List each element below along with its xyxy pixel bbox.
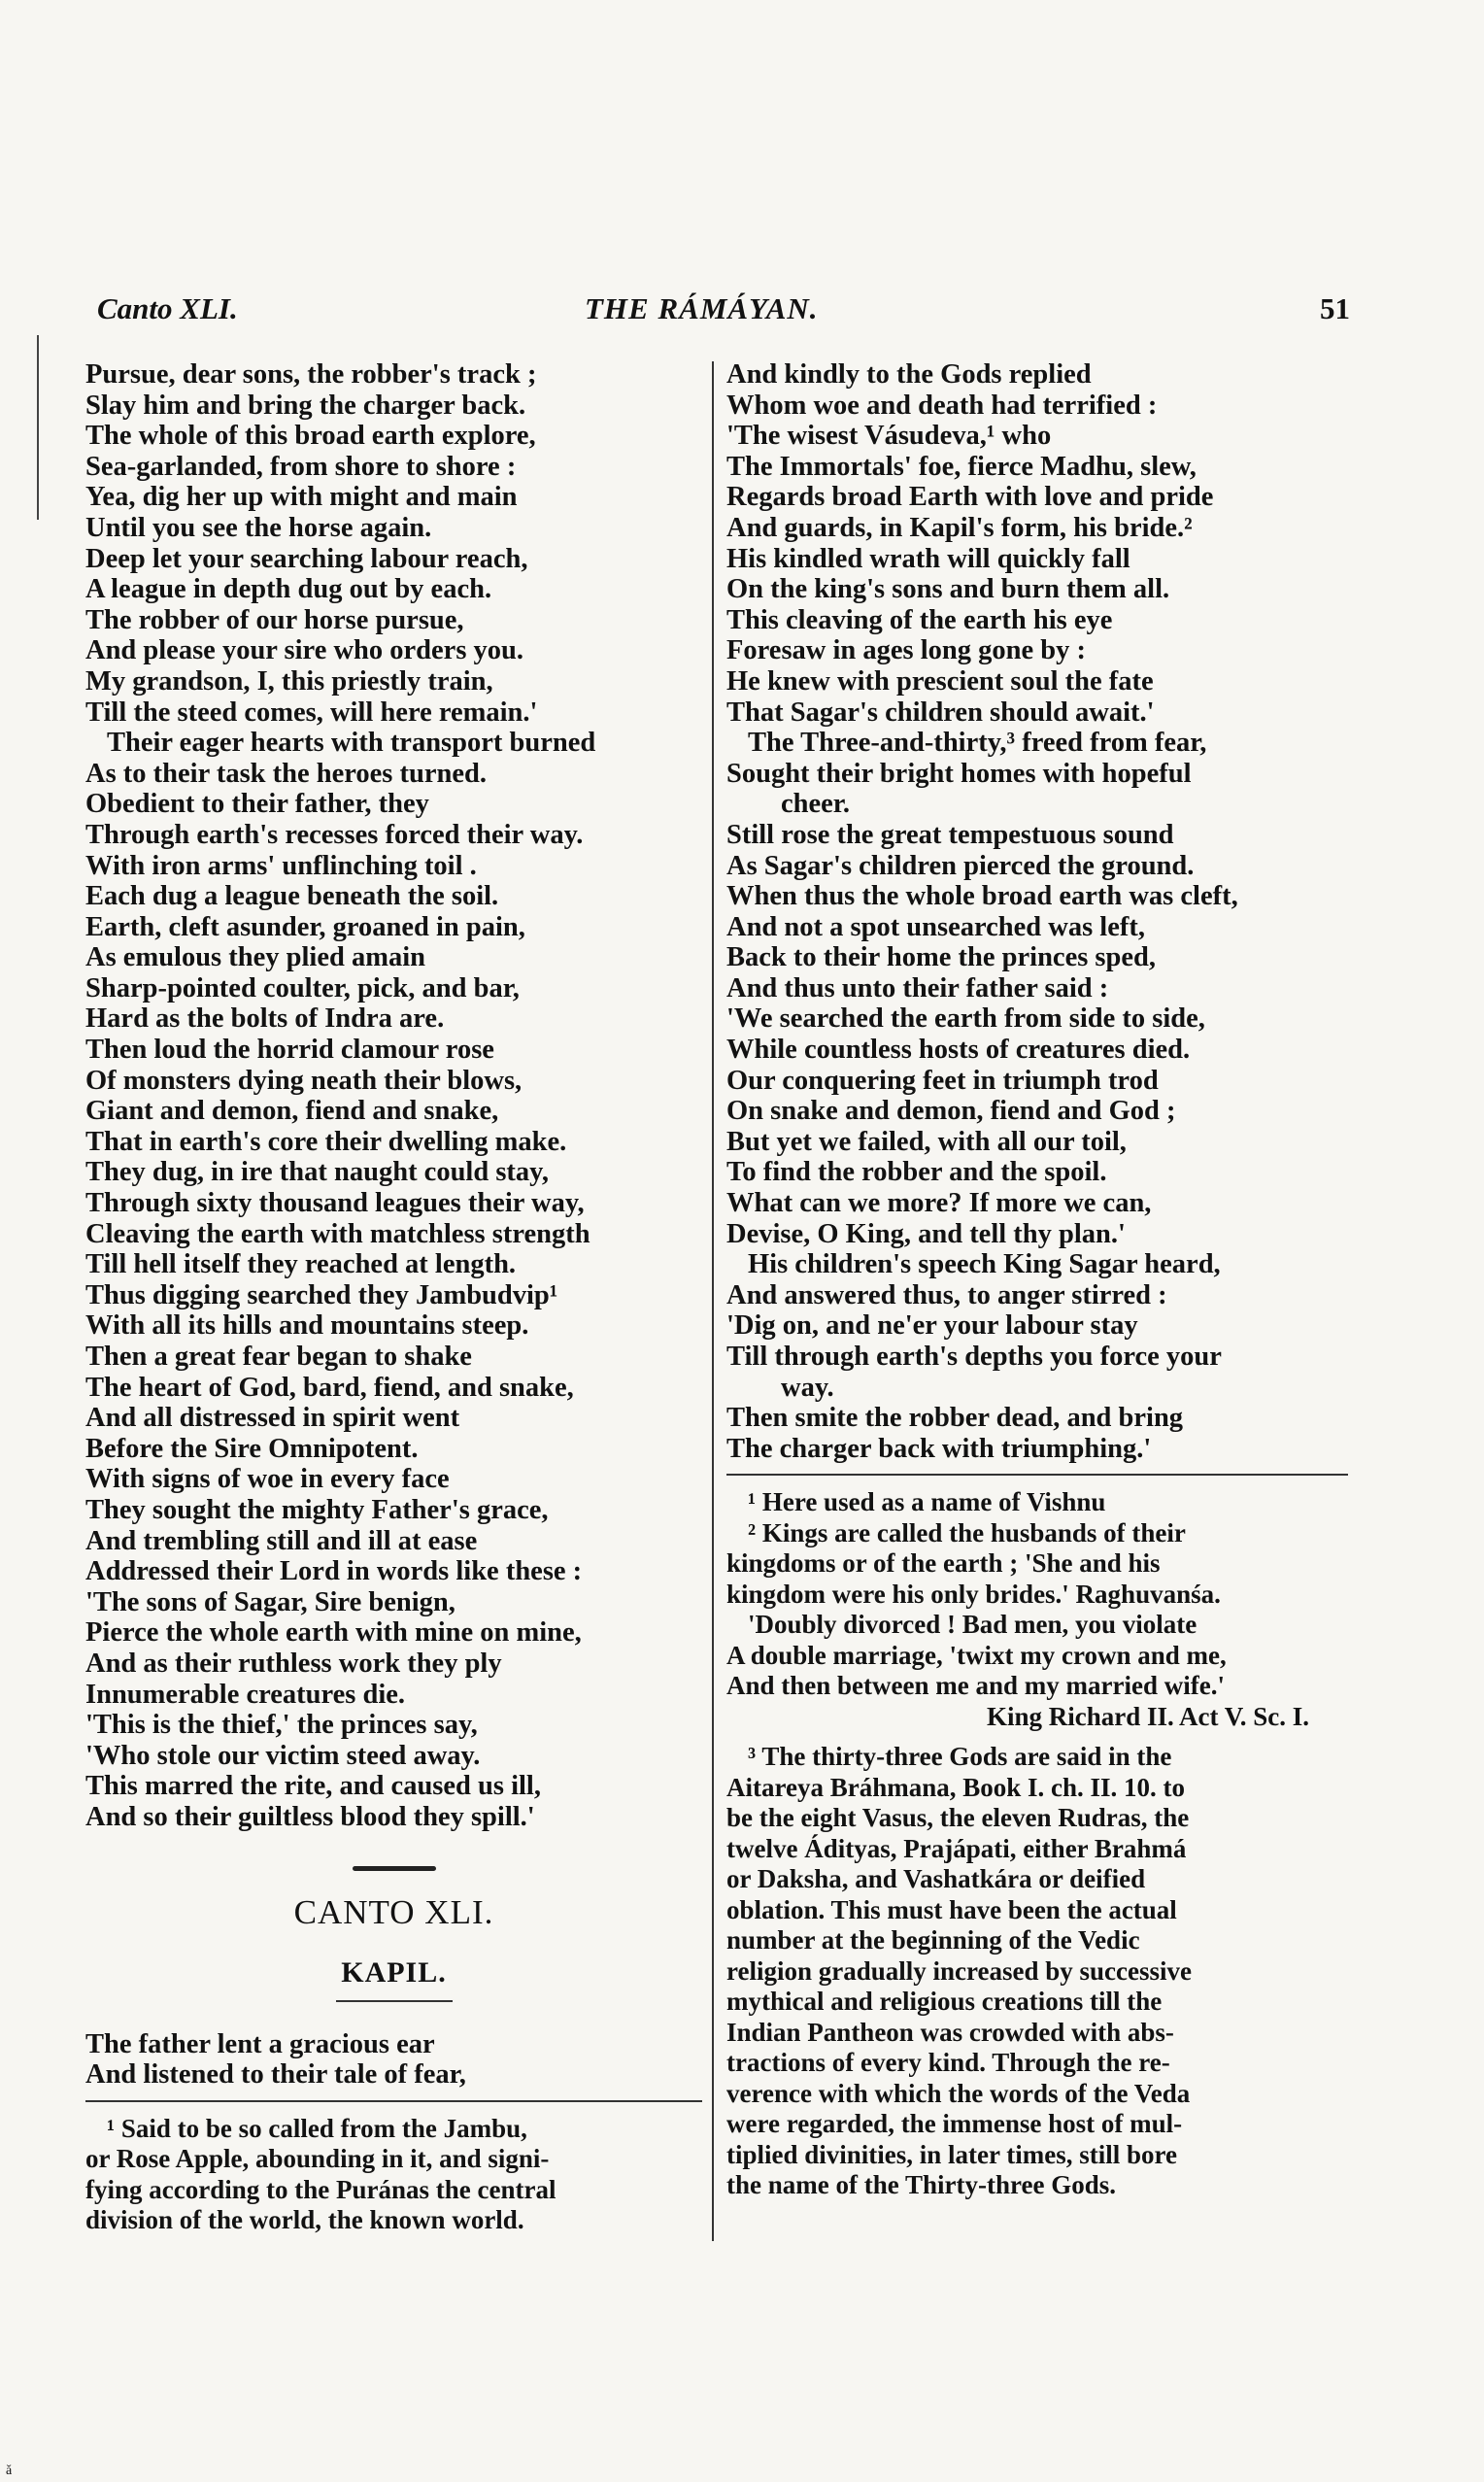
verse-line: Still rose the great tempestuous sound <box>726 819 1174 850</box>
verse-line: Pierce the whole earth with mine on mine, <box>85 1617 582 1649</box>
verse-line: The heart of God, bard, fiend, and snake, <box>85 1372 574 1403</box>
verse-line: 'This is the thief,' the princes say, <box>85 1710 478 1741</box>
verse-line: And as their ruthless work they ply <box>85 1648 502 1679</box>
verse-line: Till the steed comes, will here remain.' <box>85 697 538 728</box>
verse-line: With all its hills and mountains steep. <box>85 1310 529 1342</box>
verse-line: Cleaving the earth with matchless strength <box>85 1218 590 1249</box>
verse-line: Then smite the robber dead, and bring <box>726 1403 1184 1434</box>
verse-line: And all distressed in spirit went <box>85 1403 460 1434</box>
footnote-line: or Rose Apple, abounding in it, and signi- <box>85 2144 550 2174</box>
verse-line: The father lent a gracious ear <box>85 2028 435 2059</box>
verse-line: The whole of this broad earth explore, <box>85 421 536 452</box>
running-head-canto: Canto XLI. <box>97 291 238 325</box>
verse-stanza <box>726 1249 1348 1464</box>
verse-line: This cleaving of the earth his eye <box>726 604 1113 635</box>
verse-line: Addressed their Lord in words like these : <box>85 1556 583 1587</box>
verse-line: Each dug a league beneath the soil. <box>85 881 499 912</box>
column-divider <box>712 361 714 2241</box>
stray-print-mark: ǎ <box>6 2464 13 2478</box>
verse-line: To find the robber and the spoil. <box>726 1157 1107 1188</box>
verse-stanza <box>85 359 702 728</box>
verse-line: Their eager hearts with transport burned <box>107 728 596 759</box>
verse-line: 'We searched the earth from side to side, <box>726 1003 1205 1035</box>
footnote-line: were regarded, the immense host of mul- <box>726 2109 1183 2139</box>
footnote-line: ² Kings are called the husbands of their <box>748 1517 1186 1547</box>
footnote-line: Indian Pantheon was crowded with abs- <box>726 2017 1174 2047</box>
verse-line: Foresaw in ages long gone by : <box>726 635 1086 666</box>
verse-line: While countless hosts of creatures died. <box>726 1035 1191 1066</box>
verse-line: His kindled wrath will quickly fall <box>726 543 1130 574</box>
page-number: 51 <box>1320 291 1350 325</box>
verse-line: Obedient to their father, they <box>85 789 429 820</box>
verse-line: Yea, dig her up with might and main <box>85 482 518 513</box>
running-head-title: THE RÁMÁYAN. <box>585 291 819 325</box>
verse-stanza <box>726 359 1348 728</box>
footnote-line: mythical and religious creations till the <box>726 1987 1163 2017</box>
verse-line: With iron arms' unflinching toil . <box>85 850 477 881</box>
verse-line: And please your sire who orders you. <box>85 635 524 666</box>
section-ornament <box>85 1858 702 1876</box>
footnote-line: the name of the Thirty-three Gods. <box>726 2170 1116 2200</box>
verse-line: Whom woe and death had terrified : <box>726 390 1158 421</box>
verse-line: Before the Sire Omnipotent. <box>85 1433 419 1464</box>
verse-line: Till hell itself they reached at length. <box>85 1249 517 1280</box>
verse-line: Sought their bright homes with hopeful <box>726 758 1192 789</box>
verse-line: Thus digging searched they Jambudvip¹ <box>85 1279 558 1310</box>
verse-line: Hard as the bolts of Indra are. <box>85 1003 445 1035</box>
footnote-line: number at the beginning of the Vedic <box>726 1925 1140 1955</box>
left-column <box>85 359 702 2236</box>
verse-line: 'Who stole our victim steed away. <box>85 1740 481 1771</box>
footnote-line: religion gradually increased by successive <box>726 1955 1192 1986</box>
verse-line: On the king's sons and burn them all. <box>726 574 1170 605</box>
verse-line: cheer. <box>781 789 850 820</box>
verse-line: Through sixty thousand leagues their way, <box>85 1188 585 1219</box>
verse-line: Deep let your searching labour reach, <box>85 543 528 574</box>
footnote-line: verence with which the words of the Veda <box>726 2078 1191 2108</box>
footnote <box>726 1487 1348 1518</box>
verse-line: Then a great fear began to shake <box>85 1342 472 1372</box>
verse-line: Back to their home the princes sped, <box>726 942 1157 973</box>
verse-line: way. <box>781 1372 834 1403</box>
verse-line: They dug, in ire that naught could stay, <box>85 1157 549 1188</box>
footnote <box>726 1518 1348 1733</box>
verse-line: Giant and demon, fiend and snake, <box>85 1096 499 1127</box>
footnote-rule <box>85 2100 702 2102</box>
verse-line: He knew with prescient soul the fate <box>726 665 1154 697</box>
footnote-line: twelve Ádityas, Prajápati, either Brahmá <box>726 1833 1187 1863</box>
verse-line: Then loud the horrid clamour rose <box>85 1035 494 1066</box>
verse-line: Till through earth's depths you force your <box>726 1342 1222 1372</box>
verse-line: Slay him and bring the charger back. <box>85 390 526 421</box>
verse-line: That in earth's core their dwelling make. <box>85 1126 567 1157</box>
canto-subheading: KAPIL. <box>341 1955 447 1989</box>
footnote-line: kingdoms or of the earth ; 'She and his <box>726 1548 1161 1579</box>
footnote-line: tiplied divinities, in later times, still bore <box>726 2139 1177 2169</box>
footnote <box>85 2114 702 2236</box>
verse-line: Innumerable creatures die. <box>85 1679 406 1710</box>
verse-stanza <box>85 2029 702 2091</box>
verse-line: As Sagar's children pierced the ground. <box>726 850 1195 881</box>
verse-line: The Immortals' foe, fierce Madhu, slew, <box>726 451 1197 482</box>
footnote-line: 'Doubly divorced ! Bad men, you violate <box>748 1610 1197 1640</box>
verse-line: Until you see the horse again. <box>85 512 432 543</box>
footnote-line: A double marriage, 'twixt my crown and me, <box>726 1640 1227 1670</box>
verse-stanza <box>85 728 702 1832</box>
footnote-line: kingdom were his only brides.' Raghuvanśa. <box>726 1579 1221 1609</box>
verse-line: Earth, cleft asunder, groaned in pain, <box>85 911 525 942</box>
verse-line: What can we more? If more we can, <box>726 1188 1152 1219</box>
footnote-rule <box>726 1474 1348 1476</box>
page-header <box>97 291 1350 340</box>
verse-line: A league in depth dug out by each. <box>85 574 492 605</box>
verse-line: Our conquering feet in triumph trod <box>726 1065 1159 1096</box>
verse-line: Through earth's recesses forced their way. <box>85 819 584 850</box>
verse-line: Pursue, dear sons, the robber's track ; <box>85 359 537 390</box>
verse-line: And thus unto their father said : <box>726 972 1109 1003</box>
footnote-line: fying according to the Puránas the central <box>85 2174 556 2204</box>
verse-line: And guards, in Kapil's form, his bride.² <box>726 512 1193 543</box>
verse-line: This marred the rite, and caused us ill, <box>85 1771 541 1802</box>
verse-line: 'The wisest Vásudeva,¹ who <box>726 421 1052 452</box>
footnote-line: ¹ Here used as a name of Vishnu <box>748 1487 1106 1517</box>
verse-line: Sea-garlanded, from shore to shore : <box>85 451 517 482</box>
footnote <box>726 1742 1348 2201</box>
verse-line: His children's speech King Sagar heard, <box>748 1249 1221 1280</box>
verse-stanza <box>726 728 1348 1249</box>
heading-rule <box>336 2000 453 2002</box>
footnote-line: oblation. This must have been the actual <box>726 1894 1177 1924</box>
verse-line: As to their task the heroes turned. <box>85 758 487 789</box>
footnote-line: or Daksha, and Vashatkára or deified <box>726 1864 1146 1894</box>
verse-line: And answered thus, to anger stirred : <box>726 1279 1167 1310</box>
verse-line: And listened to their tale of fear, <box>85 2059 466 2091</box>
verse-line: On snake and demon, fiend and God ; <box>726 1096 1176 1127</box>
verse-line: That Sagar's children should await.' <box>726 697 1155 728</box>
verse-line: Sharp-pointed coulter, pick, and bar, <box>85 972 520 1003</box>
canto-heading: CANTO XLI. <box>293 1892 494 1931</box>
verse-line: My grandson, I, this priestly train, <box>85 665 493 697</box>
verse-line: When thus the whole broad earth was cleft, <box>726 881 1238 912</box>
verse-line: 'Dig on, and ne'er your labour stay <box>726 1310 1138 1342</box>
verse-line: The charger back with triumphing.' <box>726 1433 1152 1464</box>
verse-line: And trembling still and ill at ease <box>85 1525 478 1556</box>
margin-rule <box>37 335 39 520</box>
footnote-line: ³ The thirty-three Gods are said in the <box>748 1742 1172 1772</box>
verse-line: Devise, O King, and tell thy plan.' <box>726 1218 1126 1249</box>
verse-line: The Three-and-thirty,³ freed from fear, <box>748 728 1207 759</box>
footnote-line: ¹ Said to be so called from the Jambu, <box>107 2113 527 2143</box>
footnote-line: King Richard II. Act V. Sc. I. <box>986 1701 1309 1731</box>
verse-line: With signs of woe in every face <box>85 1464 450 1495</box>
verse-line: The robber of our horse pursue, <box>85 604 464 635</box>
verse-line: As emulous they plied amain <box>85 942 425 973</box>
verse-line: Regards broad Earth with love and pride <box>726 482 1214 513</box>
footnote-line: tractions of every kind. Through the re- <box>726 2048 1170 2078</box>
footnote-line: And then between me and my married wife.' <box>726 1671 1225 1701</box>
footnote-line: division of the world, the known world. <box>85 2205 524 2235</box>
footnote-line: Aitareya Bráhmana, Book I. ch. II. 10. to <box>726 1772 1186 1802</box>
right-column <box>726 359 1348 2201</box>
verse-line: And kindly to the Gods replied <box>726 359 1092 390</box>
footnote-line: be the eight Vasus, the eleven Rudras, the <box>726 1803 1190 1833</box>
verse-line: And so their guiltless blood they spill.' <box>85 1801 535 1832</box>
verse-line: They sought the mighty Father's grace, <box>85 1494 549 1525</box>
verse-line: But yet we failed, with all our toil, <box>726 1126 1127 1157</box>
verse-line: 'The sons of Sagar, Sire benign, <box>85 1586 455 1617</box>
verse-line: Of monsters dying neath their blows, <box>85 1065 523 1096</box>
verse-line: And not a spot unsearched was left, <box>726 911 1145 942</box>
